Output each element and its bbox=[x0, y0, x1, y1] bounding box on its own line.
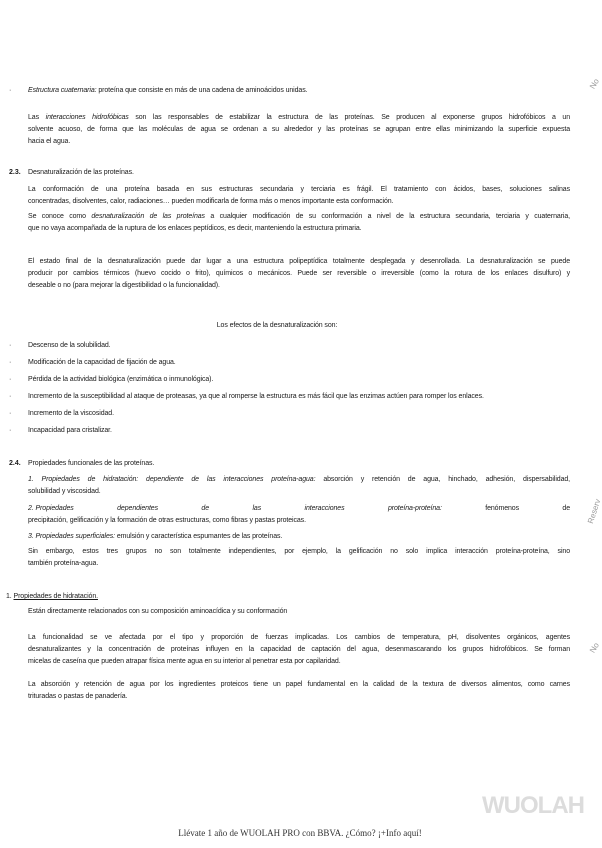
section-title: Desnaturalización de las proteínas. bbox=[28, 169, 134, 176]
hydrophobic-paragraph-line1: Las interacciones hidrofóbicas son las responsables de estabilizar la estructura de las proteínas. Se producen al exponerse grupos hidrofóbicos a un bbox=[28, 114, 570, 121]
conformation-paragraph-line1: La conformación de una proteína basada en sus estructuras secundaria y terciaria es frágil. El tratamiento con ácidos, bases, soluciones salinas bbox=[28, 186, 570, 193]
denaturation-definition-line1: Se conoce como desnaturalización de las proteínas a cualquier modificación de su conformación a nivel de la estructura secundaria, terciaria y cuaternaria, bbox=[28, 213, 570, 220]
functionality-paragraph-line2: desnaturalizantes y la concentración de proteínas influyen en la capacidad de captación del agua, desenmascarando los grupos hidrofóbicos. Se forman bbox=[28, 646, 570, 653]
bullet-mark: · bbox=[9, 427, 12, 434]
effects-list-item: Incapacidad para cristalizar. bbox=[28, 427, 112, 434]
independence-note-line1: Sin embargo, estos tres grupos no son totalmente independientes, por ejemplo, la gelificación no solo implica interacción proteína-proteína, sino bbox=[28, 548, 570, 555]
final-state-paragraph-line3: deseable o no (para mejorar la digestibilidad o la funcionalidad). bbox=[28, 282, 220, 289]
footer-promo-link[interactable]: Llévate 1 año de WUOLAH PRO con BBVA. ¿Cómo? ¡+Info aquí! bbox=[178, 828, 422, 838]
definition: proteína que consiste en más de una cadena de aminoácidos unidas. bbox=[96, 87, 308, 94]
term: Estructura cuaternaria: bbox=[28, 87, 97, 94]
absorption-paragraph-line1: La absorción y retención de agua por los ingredientes proteicos tiene un papel fundamental en la calidad de la textura de diversos alimentos, como carnes bbox=[28, 681, 570, 688]
hydrophobic-paragraph-line2: solvente acuoso, de forma que las moléculas de agua se ordenan a su alrededor y las proteínas se agrupan entre ellas minimizando la superficie expuesta bbox=[28, 126, 570, 133]
protein-protein-properties-line2: precipitación, gelificación y la formación de otras estructuras, como fibras y pastas proteicas. bbox=[28, 517, 306, 524]
conformation-paragraph-line2: concentradas, disolventes, calor, radiaciones… pueden modificarla de forma más o menos importante esta conformación. bbox=[28, 198, 394, 205]
bullet-mark: · bbox=[9, 376, 12, 383]
independence-note-line2: también proteína-agua. bbox=[28, 560, 99, 567]
section-title: Propiedades funcionales de las proteínas. bbox=[28, 460, 155, 467]
functionality-paragraph-line1: La funcionalidad se ve afectada por el tipo y proporción de fuerzas implicadas. Los cambios de temperatura, pH, disolventes orgánicos, agentes bbox=[28, 634, 570, 641]
hydrophobic-paragraph-line3: hacia el agua. bbox=[28, 138, 71, 145]
hydration-intro: Están directamente relacionados con su composición aminoacídica y su conformación bbox=[28, 608, 288, 615]
effects-list-item: Pérdida de la actividad biológica (enzimática o inmunológica). bbox=[28, 376, 214, 383]
watermark-middle: Reserv bbox=[586, 497, 602, 525]
bullet-mark: · bbox=[9, 410, 12, 417]
wuolah-logo: WUOLAH bbox=[482, 792, 584, 819]
final-state-paragraph-line2: producir por cambios térmicos (huevo cocido o frito), químicos o mecánicos. Puede ser reversible o irreversible (como la rotura de los enlaces disulfuro) y bbox=[28, 270, 570, 277]
bullet-mark: · bbox=[9, 393, 12, 400]
effects-title: Los efectos de la desnaturalización son: bbox=[216, 322, 338, 329]
hydration-properties-line2: solubilidad y viscosidad. bbox=[28, 488, 101, 495]
final-state-paragraph-line1: El estado final de la desnaturalización puede dar lugar a una estructura polipeptídica totalmente desplegada y desenrollada. La desnaturalización se puede bbox=[28, 258, 570, 265]
subsection-heading bbox=[6, 591, 98, 603]
quaternary-structure-item bbox=[28, 85, 307, 97]
effects-list-item: Descenso de la solubilidad. bbox=[28, 342, 111, 349]
protein-protein-properties-line1: 2. Propiedades dependientes de las interacciones proteína-proteína: fenómenos de bbox=[28, 505, 570, 512]
effects-list-item: Modificación de la capacidad de fijación de agua. bbox=[28, 359, 176, 366]
absorption-paragraph-line2: trituradas o pastas de panadería. bbox=[28, 693, 128, 700]
hydration-properties-line1: 1. Propiedades de hidratación: dependiente de las interacciones proteína-agua: absorción y retención de agua, hinchado, adhesión, dispersabilidad, bbox=[28, 476, 570, 483]
section-number: 2.4. bbox=[9, 460, 21, 467]
subsection-title: Propiedades de hidratación. bbox=[13, 593, 98, 600]
watermark-bottom: No bbox=[588, 641, 601, 655]
functionality-paragraph-line3: micelas de caseína que pueden atrapar física mente agua en su interior al penetrar esta por capilaridad. bbox=[28, 658, 341, 665]
watermark-top: No bbox=[588, 77, 601, 91]
effects-list-item: Incremento de la viscosidad. bbox=[28, 410, 114, 417]
bullet-mark: · bbox=[9, 359, 12, 366]
denaturation-definition-line2: que no vaya acompañada de la ruptura de los enlaces peptídicos, es decir, manteniendo la estructura primaria. bbox=[28, 225, 362, 232]
effects-list-item: Incremento de la susceptibilidad al ataque de proteasas, ya que al romperse la estructura es más fácil que las enzimas actúen para romper los enlaces. bbox=[28, 393, 484, 400]
section-number: 2.3. bbox=[9, 169, 21, 176]
bullet-mark: · bbox=[9, 87, 12, 94]
subsection-number: 1. bbox=[6, 593, 12, 600]
bullet-mark: · bbox=[9, 342, 12, 349]
surface-properties-line: 3. Propiedades superficiales: emulsión y característica espumantes de las proteínas. bbox=[28, 533, 283, 540]
